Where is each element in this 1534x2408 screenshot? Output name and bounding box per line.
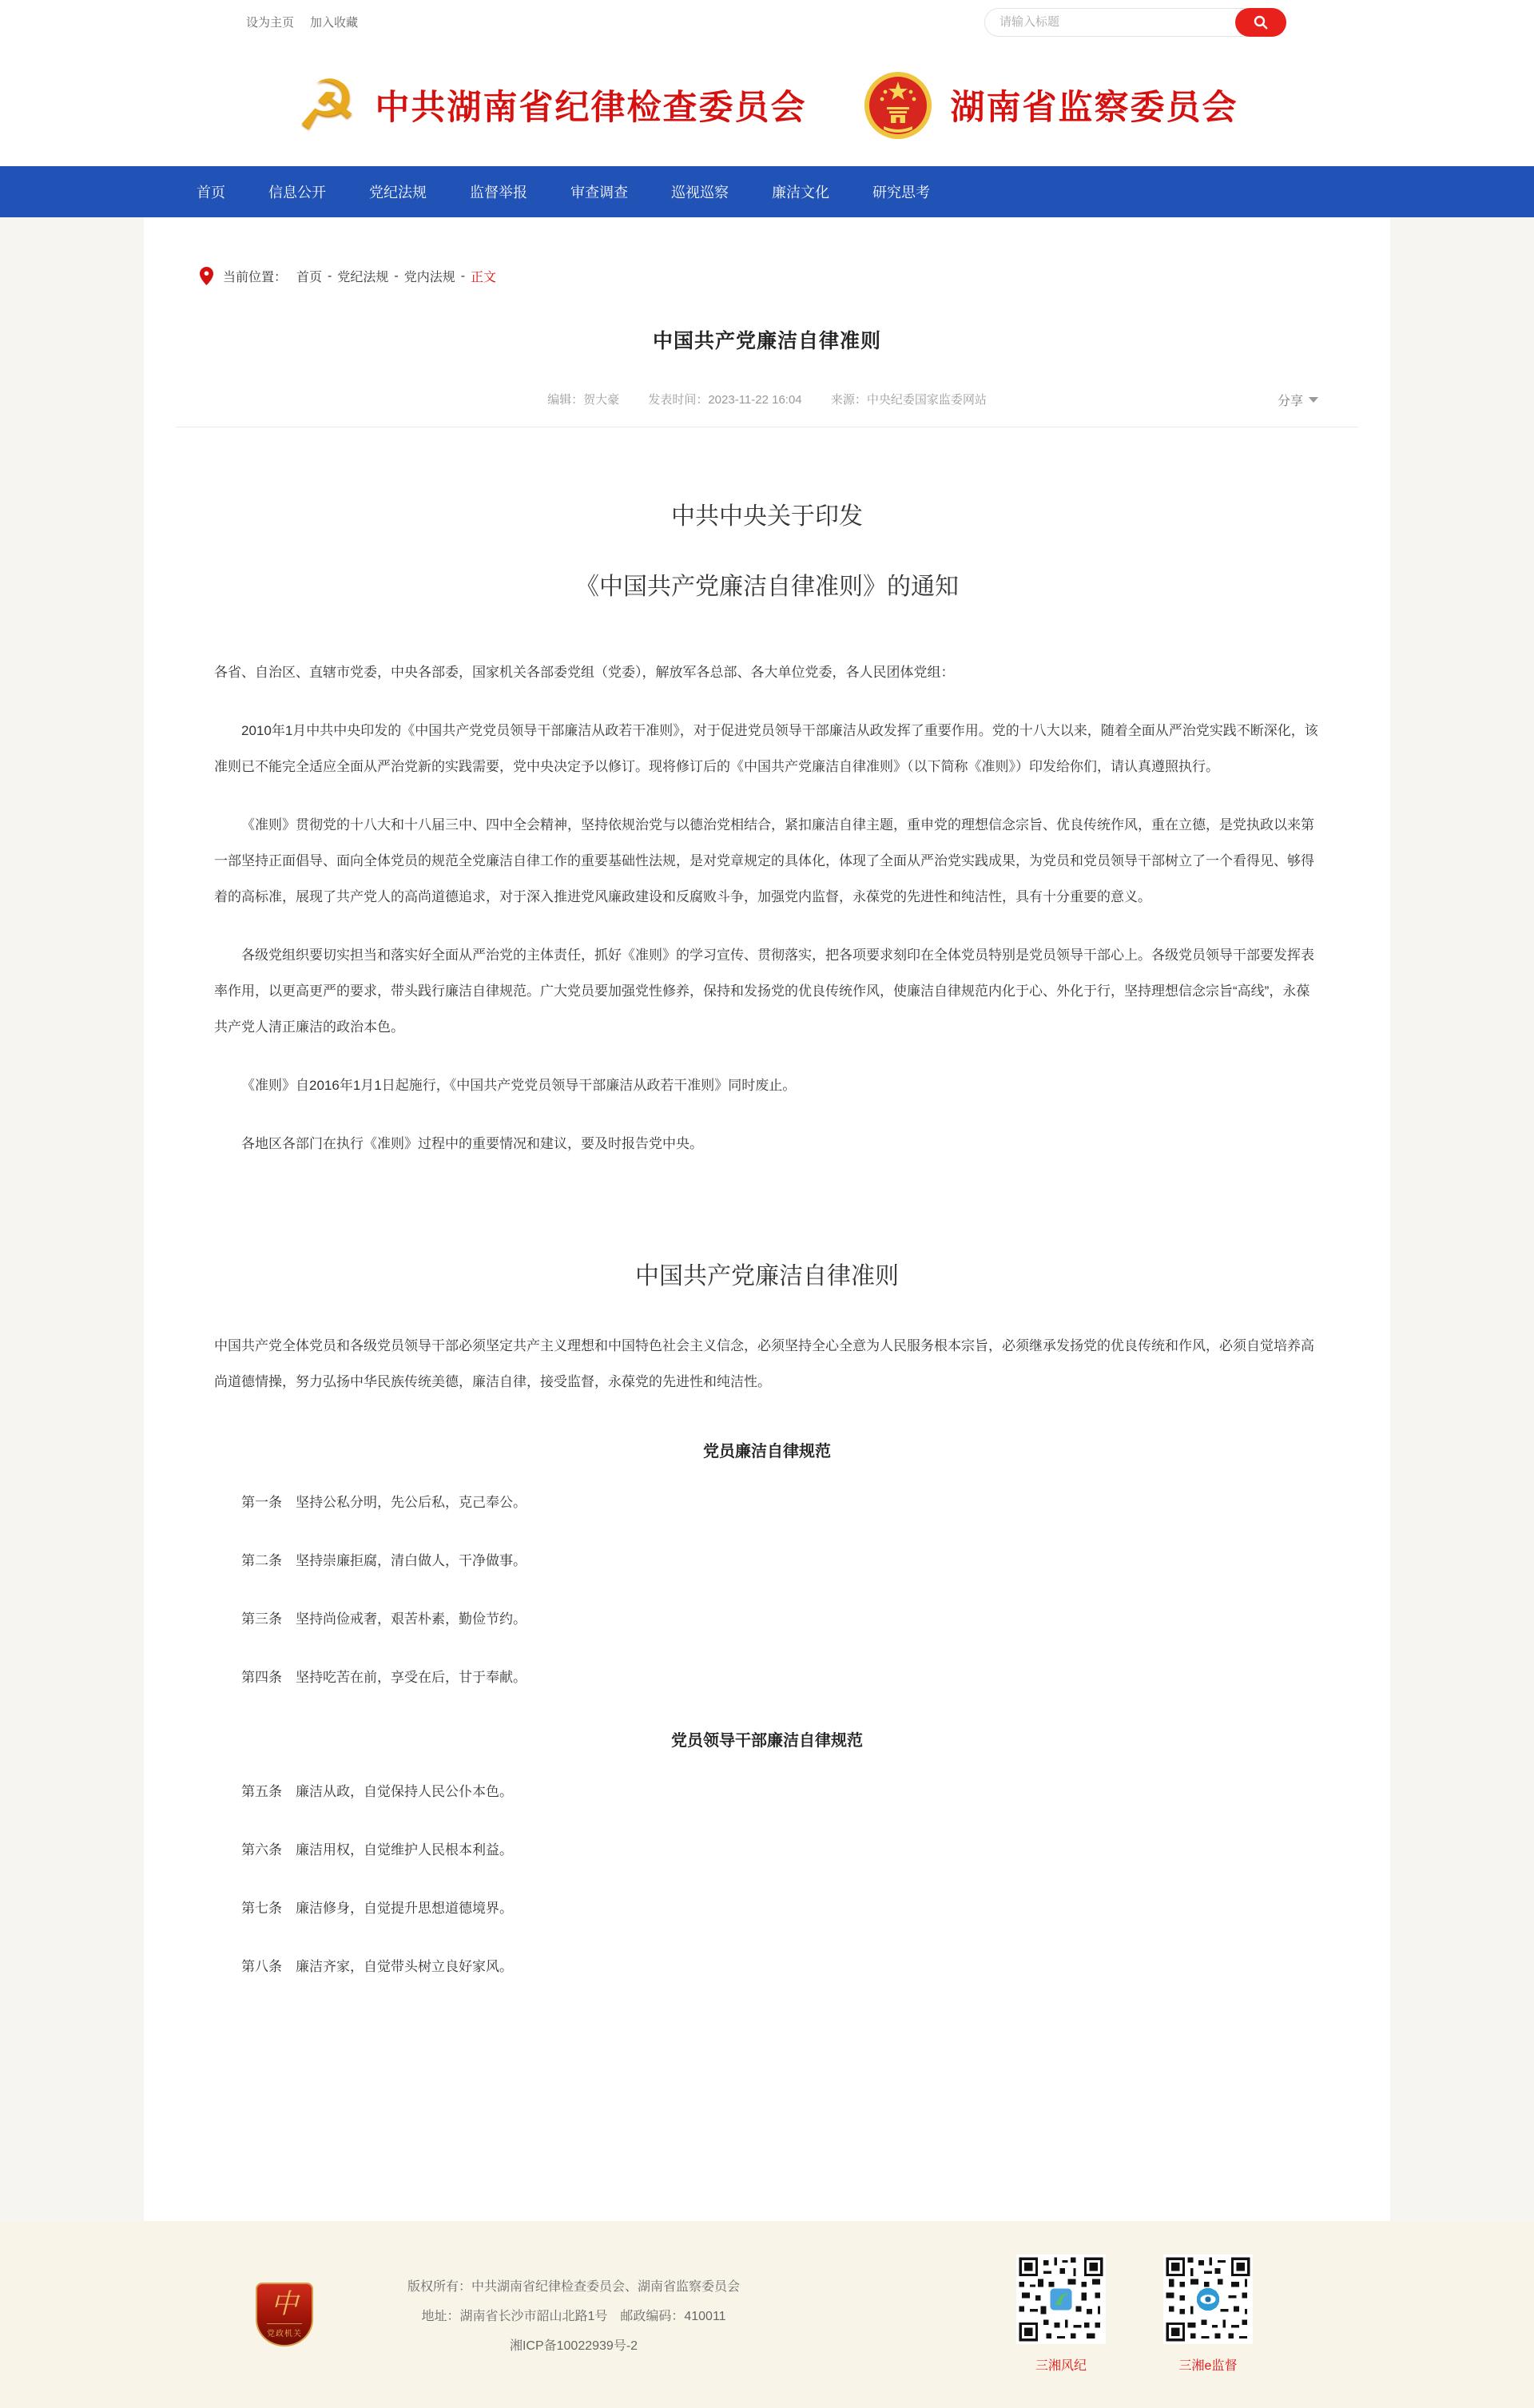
- breadcrumb-separator: -: [394, 268, 399, 283]
- rule-item-6: 第六条 廉洁用权，自觉维护人民根本利益。: [241, 1842, 513, 1858]
- rule-item-4: 第四条 坚持吃苦在前，享受在后，甘于奉献。: [241, 1670, 527, 1685]
- nav-item-supervision-report[interactable]: 监督举报: [470, 185, 527, 201]
- page-title: 中国共产党廉洁自律准则: [652, 330, 881, 352]
- qr-code-image-ejiandu: [1163, 2255, 1253, 2344]
- paragraph: 《准则》自2016年1月1日起施行，《中国共产党党员领导干部廉洁从政若干准则》同时废止。: [241, 1078, 797, 1093]
- nav-item-integrity-culture[interactable]: 廉洁文化: [772, 185, 829, 201]
- breadcrumb-inner-regulations[interactable]: 党内法规: [403, 271, 455, 284]
- meta-publish-time: 发表时间：2023-11-22 16:04: [648, 393, 802, 407]
- nav-item-inspection-tour[interactable]: 巡视巡察: [671, 185, 729, 201]
- paragraph: 各地区各部门在执行《准则》过程中的重要情况和建议，要及时报告党中央。: [241, 1136, 703, 1151]
- set-home-link[interactable]: 设为主页: [246, 16, 295, 30]
- footer-address: 地址：湖南省长沙市韶山北路1号 邮政编码：410011: [421, 2309, 726, 2323]
- badge-emblem-icon: 中: [271, 2289, 298, 2319]
- breadcrumb-home[interactable]: 首页: [296, 271, 323, 284]
- party-emblem-icon: ☭: [296, 65, 358, 145]
- nav-item-home[interactable]: 首页: [197, 185, 225, 201]
- code-section-intro: 中国共产党全体党员和各级党员领导干部必须坚定共产主义理想和中国特色社会主义信念，必须坚持全心全意为人民服务根本宗旨，必须继承发扬党的优良传统和作风，必须自觉培养高尚道德情操，努力弘扬中华民族传统美德，廉洁自律，接受监督，永葆党的先进性和纯洁性。: [214, 1338, 1314, 1389]
- notice-heading-line1: 中共中央关于印发: [671, 503, 863, 530]
- nav-item-review-investigation[interactable]: 审查调查: [570, 185, 628, 201]
- badge-label: 党政机关: [267, 2323, 302, 2338]
- breadcrumb-regulations[interactable]: 党纪法规: [337, 271, 389, 284]
- rule-item-2: 第二条 坚持崇廉拒腐，清白做人，干净做事。: [241, 1553, 527, 1568]
- qr-item-fengji: [1016, 2255, 1106, 2374]
- paragraph: 《准则》贯彻党的十八大和十八届三中、四中全会精神，坚持依规治党与以德治党相结合，紧扣廉洁自律主题，重申党的理想信念宗旨、优良传统作风，重在立德，是党执政以来第一部坚持正面倡导、面向全体党员的规范全党廉洁自律工作的重要基础性法规，是对党章规定的具体化，体现了全面从严治党实践成果，为党员和党员领导干部树立了一个看得见、够得着的高标准，展现了共产党人的高尚道德追求，对于深入推进党风廉政建设和反腐败斗争，加强党内监督，永葆党的先进性和纯洁性，具有十分重要的意义。: [214, 817, 1314, 904]
- paragraph: 各省、自治区、直辖市党委，中央各部委，国家机关各部委党组（党委），解放军各总部、各大单位党委，各人民团体党组：: [214, 665, 955, 680]
- topbar-links: [246, 14, 358, 30]
- rules-members-heading: 党员廉洁自律规范: [703, 1443, 831, 1460]
- breadcrumb-current: 正文: [471, 271, 497, 284]
- site-header: [0, 44, 1534, 166]
- rule-item-3: 第三条 坚持尚俭戒奢，艰苦朴素，勤俭节约。: [241, 1611, 527, 1627]
- content-panel: [144, 217, 1390, 2221]
- share-button[interactable]: [1278, 391, 1318, 409]
- qr-item-ejiandu: [1163, 2255, 1253, 2374]
- nav-item-info-disclosure[interactable]: 信息公开: [268, 185, 326, 201]
- site-title-supervisory: 湖南省监察委员会: [950, 89, 1238, 127]
- paragraph: 各级党组织要切实担当和落实好全面从严治党的主体责任，抓好《准则》的学习宣传、贯彻落实，把各项要求刻印在全体党员特别是党员领导干部心上。各级党员领导干部要发挥表率作用，以更高更严的要求，带头践行廉洁自律规范。广大党员要加强党性修养，保持和发扬党的优良传统作风，使廉洁自律规范内化于心、外化于行，坚持理想信念宗旨“高线”，永葆共产党人清正廉洁的政治本色。: [214, 948, 1314, 1035]
- nav-item-party-regulations[interactable]: 党纪法规: [369, 185, 427, 201]
- rule-item-7: 第七条 廉洁修身，自觉提升思想道德境界。: [241, 1901, 513, 1916]
- nav-item-research[interactable]: 研究思考: [872, 185, 930, 201]
- notice-body: [214, 654, 1320, 1162]
- article-meta: [214, 391, 1320, 407]
- rules-leaders-heading: 党员领导干部廉洁自律规范: [671, 1732, 863, 1750]
- qr-label-fengji: 三湘风纪: [1035, 2359, 1087, 2373]
- breadcrumb-label: 当前位置：: [223, 271, 288, 284]
- main-area: [0, 217, 1534, 2221]
- caret-down-icon: [1309, 397, 1318, 403]
- footer-copyright: 版权所有：中共湖南省纪律检查委员会、湖南省监察委员会: [407, 2279, 741, 2294]
- site-footer: [0, 2221, 1534, 2408]
- rule-item-5: 第五条 廉洁从政，自觉保持人民公仆本色。: [241, 1784, 513, 1799]
- location-pin-icon: [200, 267, 213, 285]
- breadcrumb: [200, 217, 1320, 285]
- share-label: 分享: [1277, 395, 1303, 408]
- qr-code-image-fengji: [1016, 2255, 1106, 2344]
- paragraph: 2010年1月中共中央印发的《中国共产党党员领导干部廉洁从政若干准则》，对于促进党员领导干部廉洁从政发挥了重要作用。党的十八大以来，随着全面从严治党实践不断深化，该准则已不能完全适应全面从严治党新的实践需要，党中央决定予以修订。现将修订后的《中国共产党廉洁自律准则》（以下简称《准则》）印发给你们，请认真遵照执行。: [214, 723, 1318, 774]
- national-emblem-icon: [863, 70, 933, 141]
- rule-item-1: 第一条 坚持公私分明，先公后私，克己奉公。: [241, 1495, 527, 1510]
- footer-icp: 湘ICP备10022939号-2: [509, 2338, 638, 2353]
- code-section-title: 中国共产党廉洁自律准则: [635, 1263, 899, 1289]
- breadcrumb-separator: -: [460, 268, 466, 283]
- meta-editor: 编辑：贺大豪: [547, 393, 620, 407]
- notice-heading-line2: 《中国共产党廉洁自律准则》的通知: [575, 574, 959, 600]
- search-icon: [1253, 14, 1269, 30]
- qr-label-ejiandu: 三湘e监督: [1178, 2359, 1238, 2373]
- site-title-cdi: 中共湖南省纪律检查委员会: [375, 89, 807, 127]
- rule-item-8: 第八条 廉洁齐家，自觉带头树立良好家风。: [241, 1959, 513, 1974]
- breadcrumb-trail: [296, 267, 496, 285]
- search-box: [984, 8, 1286, 37]
- main-nav: [0, 166, 1534, 217]
- breadcrumb-separator: -: [328, 268, 332, 283]
- top-utility-bar: [0, 0, 1534, 44]
- meta-source: 来源：中央纪委国家监委网站: [830, 393, 987, 407]
- search-button[interactable]: [1235, 8, 1286, 37]
- qr-code-area: [1016, 2255, 1253, 2374]
- add-favorite-link[interactable]: 加入收藏: [310, 16, 359, 30]
- footer-info: [407, 2276, 740, 2354]
- gov-agency-badge[interactable]: [256, 2283, 313, 2346]
